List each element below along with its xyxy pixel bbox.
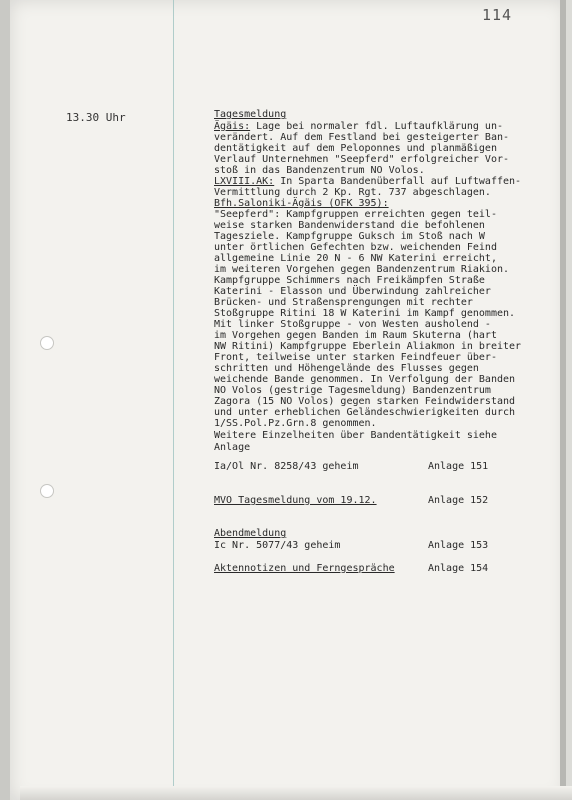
punch-hole-bottom [40,484,54,498]
body-line: dentätigkeit auf dem Peloponnes und planmäßigen [214,143,497,154]
section-label-aegaeis: Ägäis: [214,121,251,132]
body-line: Verlauf Unternehmen "Seepferd" erfolgreicher Vor- [214,154,510,165]
section-label-lxviii: LXVIII.AK: [214,176,275,187]
annex-152: Anlage 152 [428,495,489,506]
body-line: Front, teilweise unter starken Feindfeuer über- [214,352,497,363]
body-line: Anlage [214,442,251,453]
body-line: Katerini - Elasson und Überwindung zahlreicher [214,286,491,297]
body-line: Brücken- und Straßensprengungen mit rechter [214,297,473,308]
body-line: im weiteren Vorgehen gegen Bandenzentrum Riakion. [214,264,510,275]
body-line: Zagora (15 NO Volos) gegen starken Feindwiderstand [214,396,516,407]
body-line: NO Volos (gestrige Tagesmeldung) Bandenzentrum [214,385,491,396]
reference-mvo-tagesmeldung: MVO Tagesmeldung vom 19.12. [214,495,377,506]
body-line: Kampfgruppe Schimmers nach Freikämpfen Straße [214,275,485,286]
report-time: 13.30 Uhr [66,111,126,124]
body-line: schritten und Höhengelände des Flusses gegen [214,363,479,374]
annex-153: Anlage 153 [428,540,489,551]
body-line: LXVIII.AK: In Sparta Bandenüberfall auf Luftwaffen- [214,176,522,187]
body-line: allgemeine Linie 20 N - 6 NW Katerini erreicht, [214,253,497,264]
report-heading: Tagesmeldung [214,109,287,120]
body-line: verändert. Auf dem Festland bei gesteigerter Ban- [214,132,510,143]
reference-aktennotizen: Aktennotizen und Ferngespräche [214,563,395,574]
page-bottom-shadow [20,786,572,800]
body-line: Tagesziele. Kampfgruppe Guksch im Stoß nach W [214,231,485,242]
punch-hole-top [40,336,54,350]
margin-line [173,0,174,800]
body-line: NW Ritini) Kampfgruppe Eberlein Aliakmon in breiter [214,341,522,352]
reference-ia-ol: Ia/Ol Nr. 8258/43 geheim [214,461,359,472]
body-line: unter örtlichen Gefechten bzw. weichenden Feind [214,242,497,253]
body-line: Mit linker Stoßgruppe - von Westen ausholend - [214,319,491,330]
body-line: weise starken Bandenwiderstand die befohlenen [214,220,485,231]
reference-abendmeldung: Abendmeldung [214,528,287,539]
body-line: 1/SS.Pol.Pz.Grn.8 genommen. [214,418,377,429]
body-line: Vermittlung durch 2 Kp. Rgt. 737 abgeschlagen. [214,187,491,198]
page-number: 114 [482,6,513,24]
scan-right-edge [560,0,566,800]
scan-left-edge [0,0,10,800]
body-line: "Seepferd": Kampfgruppen erreichten gegen teil- [214,209,497,220]
body-line: stoß in das Bandenzentrum NO Volos. [214,165,425,176]
body-line: Ägäis: Lage bei normaler fdl. Luftaufklärung un- [214,121,503,132]
body-line: und unter erheblichen Geländeschwierigkeiten durch [214,407,516,418]
body-line: Weitere Einzelheiten über Bandentätigkeit siehe [214,430,497,441]
body-line: Stoßgruppe Ritini 18 W Katerini im Kampf genommen. [214,308,516,319]
body-line: weichende Bande genommen. In Verfolgung der Banden [214,374,516,385]
section-label-saloniki: Bfh.Saloniki-Ägäis (OFK 395): [214,198,389,209]
annex-154: Anlage 154 [428,563,489,574]
annex-151: Anlage 151 [428,461,489,472]
body-line: im Vorgehen gegen Banden im Raum Skuterna (hart [214,330,497,341]
reference-ic: Ic Nr. 5077/43 geheim [214,540,341,551]
